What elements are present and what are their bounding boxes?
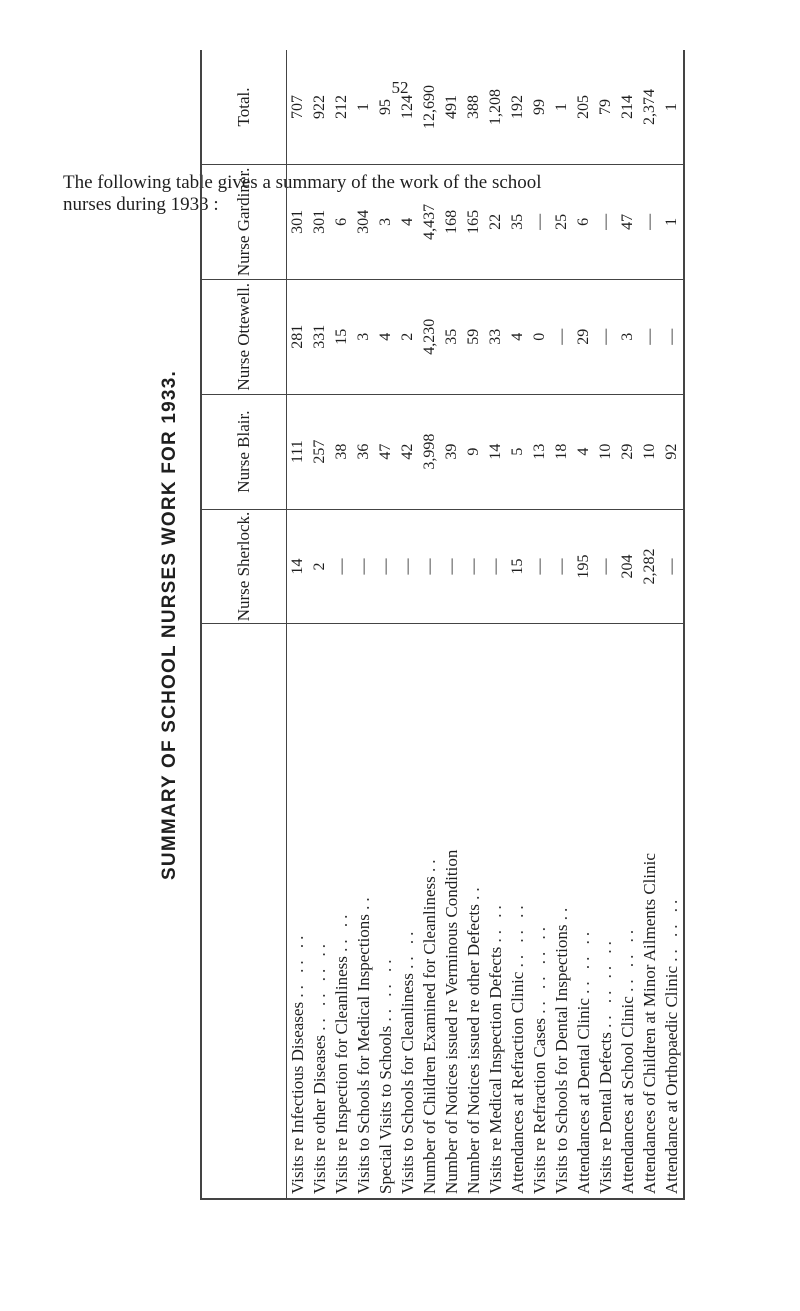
value-gardiner: —: [595, 164, 617, 279]
table-row: [397, 50, 419, 1199]
row-label-text: Visits re Infectious Diseases: [288, 1001, 307, 1194]
table-row: [617, 50, 639, 1199]
value-gardiner: 6: [573, 164, 595, 279]
row-label-text: Number of Notices issued re other Defects: [464, 904, 483, 1194]
value-total: 491: [441, 50, 463, 164]
summary-table: [200, 50, 685, 1200]
value-sherlock: 2: [309, 509, 331, 624]
row-leader-dots: .. ..: [398, 927, 417, 969]
value-ottewell: 29: [573, 279, 595, 394]
row-label: [331, 624, 353, 1199]
table-row: [639, 50, 661, 1199]
row-leader-dots: .. .. .. ..: [310, 939, 329, 1031]
value-blair: 257: [309, 394, 331, 509]
value-ottewell: 3: [617, 279, 639, 394]
table-row: [573, 50, 595, 1199]
page-number: 52: [391, 78, 409, 97]
table-row: [529, 50, 551, 1199]
value-gardiner: 47: [617, 164, 639, 279]
value-total: 124: [397, 50, 419, 164]
row-leader-dots: .. .. ..: [508, 901, 527, 968]
row-label: [375, 624, 397, 1199]
value-total: 922: [309, 50, 331, 164]
value-blair: 4: [573, 394, 595, 509]
row-label: [507, 624, 529, 1199]
value-blair: 111: [287, 394, 310, 509]
value-total: 205: [573, 50, 595, 164]
value-total: 79: [595, 50, 617, 164]
value-blair: 39: [441, 394, 463, 509]
row-leader-dots: .. .. ..: [574, 927, 593, 994]
row-label: [573, 624, 595, 1199]
row-label-text: Visits re Inspection for Cleanliness: [332, 956, 351, 1194]
table-row: [287, 50, 310, 1199]
row-leader-dots: .. .. .. ..: [530, 922, 549, 1014]
value-total: 99: [529, 50, 551, 164]
value-sherlock: 14: [287, 509, 310, 624]
value-sherlock: —: [331, 509, 353, 624]
value-blair: 38: [331, 394, 353, 509]
row-leader-dots: .. .. ..: [288, 931, 307, 998]
value-sherlock: 2,282: [639, 509, 661, 624]
value-sherlock: 15: [507, 509, 529, 624]
row-label: [419, 624, 441, 1199]
value-blair: 18: [551, 394, 573, 509]
row-label-text: Attendance at Orthopaedic Clinic: [662, 966, 681, 1194]
row-label: [309, 624, 331, 1199]
row-label-text: Number of Notices issued re Verminous Condition: [442, 849, 461, 1194]
intro-line-2: nurses during 1933 :: [63, 194, 219, 215]
table-row: [353, 50, 375, 1199]
row-label-text: Visits to Schools for Medical Inspections: [354, 914, 373, 1194]
row-leader-dots: ..: [420, 855, 439, 873]
table-row: [551, 50, 573, 1199]
value-blair: 3,998: [419, 394, 441, 509]
value-blair: 36: [353, 394, 375, 509]
value-gardiner: 3: [375, 164, 397, 279]
value-gardiner: 168: [441, 164, 463, 279]
table-row: [375, 50, 397, 1199]
value-blair: 47: [375, 394, 397, 509]
row-leader-dots: .. .. ..: [376, 955, 395, 1022]
row-label: [639, 624, 661, 1199]
value-gardiner: —: [639, 164, 661, 279]
value-sherlock: 204: [617, 509, 639, 624]
rotated-table-region: [148, 50, 708, 1200]
row-label: [551, 624, 573, 1199]
value-ottewell: —: [639, 279, 661, 394]
value-total: 1: [353, 50, 375, 164]
table-row: [507, 50, 529, 1199]
value-gardiner: 25: [551, 164, 573, 279]
value-gardiner: 165: [463, 164, 485, 279]
table-row: [485, 50, 507, 1199]
value-ottewell: 33: [485, 279, 507, 394]
value-blair: 13: [529, 394, 551, 509]
value-sherlock: —: [375, 509, 397, 624]
value-total: 388: [463, 50, 485, 164]
value-ottewell: 281: [287, 279, 310, 394]
row-label-text: Special Visits to Schools: [376, 1025, 395, 1194]
row-label-text: Attendances at School Clinic: [618, 996, 637, 1194]
value-ottewell: 35: [441, 279, 463, 394]
row-leader-dots: ..: [354, 893, 373, 910]
header-nurse-gardiner: Nurse Gardiner.: [201, 164, 287, 279]
value-blair: 29: [617, 394, 639, 509]
table-row: [441, 50, 463, 1199]
value-ottewell: 2: [397, 279, 419, 394]
value-sherlock: 195: [573, 509, 595, 624]
value-total: 12,690: [419, 50, 441, 164]
header-label-column: [201, 624, 287, 1199]
value-sherlock: —: [595, 509, 617, 624]
row-leader-dots: ..: [464, 883, 483, 900]
value-blair: 5: [507, 394, 529, 509]
table-row: [331, 50, 353, 1199]
row-label: [353, 624, 375, 1199]
row-label-text: Attendances at Refraction Clinic: [508, 971, 527, 1194]
row-leader-dots: .. .. .. ..: [596, 937, 615, 1028]
value-total: 1,208: [485, 50, 507, 164]
row-leader-dots: .. ..: [486, 901, 505, 943]
value-ottewell: 4,230: [419, 279, 441, 394]
value-total: 707: [287, 50, 310, 164]
value-ottewell: 331: [309, 279, 331, 394]
value-total: 214: [617, 50, 639, 164]
value-blair: 42: [397, 394, 419, 509]
row-label: [397, 624, 419, 1199]
value-gardiner: 301: [309, 164, 331, 279]
table-title: SUMMARY OF SCHOOL NURSES WORK FOR 1933.: [159, 370, 180, 880]
row-leader-dots: ..: [552, 903, 571, 921]
value-ottewell: —: [595, 279, 617, 394]
row-label-text: Attendances of Children at Minor Ailments Clinic: [640, 853, 659, 1194]
header-nurse-blair: Nurse Blair.: [201, 394, 287, 509]
table-body: [287, 50, 685, 1199]
intro-line-1: The following table gives a summary of the work of the school: [63, 172, 542, 193]
value-sherlock: —: [661, 509, 684, 624]
row-label-text: Visits re Dental Defects: [596, 1032, 615, 1194]
value-gardiner: 6: [331, 164, 353, 279]
row-label-text: Visits to Schools for Dental Inspections: [552, 924, 571, 1194]
value-ottewell: 3: [353, 279, 375, 394]
row-label: [617, 624, 639, 1199]
value-sherlock: —: [441, 509, 463, 624]
value-ottewell: 0: [529, 279, 551, 394]
value-total: 1: [551, 50, 573, 164]
value-gardiner: 1: [661, 164, 684, 279]
table-row: [419, 50, 441, 1199]
value-ottewell: 4: [375, 279, 397, 394]
header-total: Total.: [201, 50, 287, 164]
value-total: 2,374: [639, 50, 661, 164]
row-label: [661, 624, 684, 1199]
row-leader-dots: .. ..: [332, 910, 351, 952]
row-label: [529, 624, 551, 1199]
value-sherlock: —: [529, 509, 551, 624]
row-label: [441, 624, 463, 1199]
row-label-text: Visits re other Diseases: [310, 1034, 329, 1194]
value-total: 212: [331, 50, 353, 164]
value-gardiner: 304: [353, 164, 375, 279]
row-label-text: Visits re Medical Inspection Defects: [486, 946, 505, 1194]
value-total: 95: [375, 50, 397, 164]
value-ottewell: 15: [331, 279, 353, 394]
row-label-text: Attendances at Dental Clinic: [574, 998, 593, 1194]
value-total: 192: [507, 50, 529, 164]
value-total: 1: [661, 50, 684, 164]
value-sherlock: —: [353, 509, 375, 624]
table-row: [661, 50, 684, 1199]
value-sherlock: —: [551, 509, 573, 624]
value-blair: 14: [485, 394, 507, 509]
table-row: [309, 50, 331, 1199]
row-label-text: Visits to Schools for Cleanliness: [398, 973, 417, 1194]
value-gardiner: 301: [287, 164, 310, 279]
row-leader-dots: .. .. ..: [618, 925, 637, 992]
value-blair: 10: [595, 394, 617, 509]
table-row: [463, 50, 485, 1199]
value-sherlock: —: [463, 509, 485, 624]
header-nurse-ottewell: Nurse Ottewell.: [201, 279, 287, 394]
value-ottewell: 4: [507, 279, 529, 394]
value-gardiner: 22: [485, 164, 507, 279]
value-sherlock: —: [397, 509, 419, 624]
row-label-text: Visits re Refraction Cases: [530, 1017, 549, 1194]
table-header-row: [201, 50, 287, 1199]
value-gardiner: —: [529, 164, 551, 279]
row-leader-dots: .. .. ..: [662, 895, 681, 962]
row-label: [463, 624, 485, 1199]
row-label-text: Number of Children Examined for Cleanliness: [420, 876, 439, 1194]
table-row: [595, 50, 617, 1199]
value-gardiner: 4: [397, 164, 419, 279]
value-gardiner: 4,437: [419, 164, 441, 279]
value-sherlock: —: [419, 509, 441, 624]
value-blair: 9: [463, 394, 485, 509]
value-ottewell: —: [661, 279, 684, 394]
value-blair: 92: [661, 394, 684, 509]
row-label: [595, 624, 617, 1199]
row-label: [287, 624, 310, 1199]
value-sherlock: —: [485, 509, 507, 624]
value-blair: 10: [639, 394, 661, 509]
header-nurse-sherlock: Nurse Sherlock.: [201, 509, 287, 624]
row-label: [485, 624, 507, 1199]
value-ottewell: —: [551, 279, 573, 394]
value-ottewell: 59: [463, 279, 485, 394]
value-gardiner: 35: [507, 164, 529, 279]
